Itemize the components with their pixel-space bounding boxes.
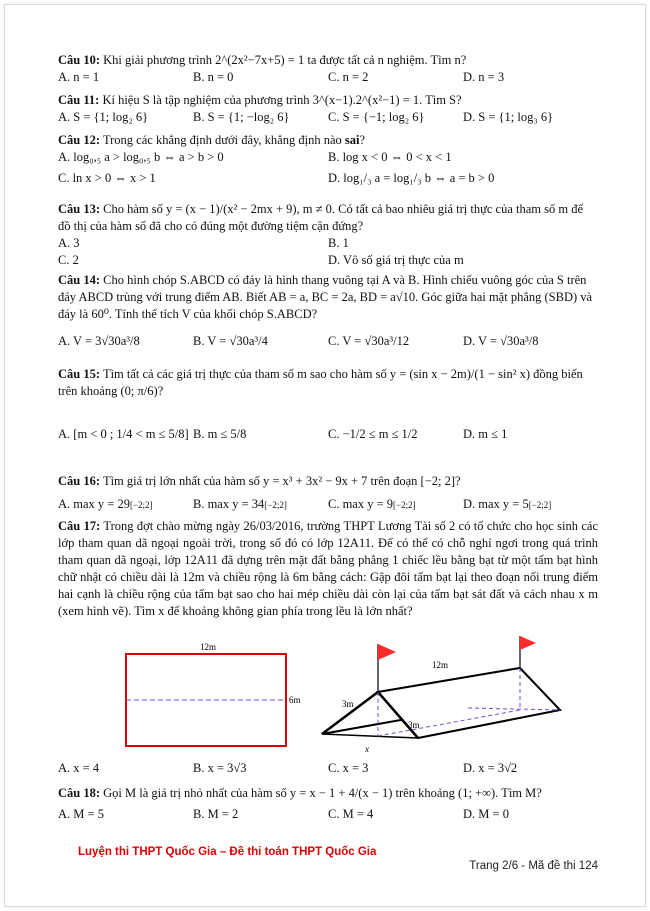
tarp-width-label: 6m — [289, 695, 301, 705]
q11-option-b[interactable]: B. S = {1; −log₂ 6} — [193, 110, 290, 124]
tarp-length-label: 12m — [200, 642, 217, 652]
q16-option-d[interactable]: D. max y = 5[−2;2] — [463, 497, 552, 511]
q18-option-c[interactable]: C. M = 4 — [328, 807, 374, 821]
q15-option-c[interactable]: C. −1/2 ≤ m ≤ 1/2 — [328, 427, 418, 441]
q12-option-d[interactable]: D. log₁/₃ a = log₁/₃ b ⇔ a = b > 0 — [328, 171, 495, 185]
tent-side2-label: 3m — [408, 720, 420, 730]
q15-option-b[interactable]: B. m ≤ 5/8 — [193, 427, 247, 441]
tent-x-label: x — [365, 744, 369, 754]
q13-options-row2 — [58, 252, 598, 269]
q10-options — [58, 69, 598, 86]
tent-length-label: 12m — [432, 660, 449, 670]
q15-option-d[interactable]: D. m ≤ 1 — [463, 427, 508, 441]
q16-option-b[interactable]: B. max y = 34[−2;2] — [193, 497, 287, 511]
q13-option-a[interactable]: A. 3 — [58, 236, 80, 250]
q12-option-c[interactable]: C. ln x > 0 ⇔ x > 1 — [58, 171, 156, 185]
exam-page — [58, 40, 598, 620]
question-12: Câu 12: Trong các khẳng định dưới đây, khẳng định nào sai? — [58, 133, 366, 147]
q14-option-c[interactable]: C. V = √30a³/12 — [328, 334, 410, 348]
q10-option-b[interactable]: B. n = 0 — [193, 70, 234, 84]
q17-option-b[interactable]: B. x = 3√3 — [193, 761, 247, 775]
q17-options — [58, 760, 598, 777]
q11-options — [58, 109, 598, 126]
q13-option-b[interactable]: B. 1 — [328, 236, 349, 250]
q12-option-b[interactable]: B. log x < 0 ⇔ 0 < x < 1 — [328, 150, 452, 164]
question-17: Câu 17: Trong đợt chào mừng ngày 26/03/2016, trường THPT Lương Tài số 2 có tổ chức cho học sinh các lớp tham quan dã ngoại ngoài trời, trong số đó có lớp 12A11. Để có thể có chỗ nghỉ ngơi trong quá trình tham quan dã ngoại, lớp 12A11 đã dựng trên mặt đất bằng phẳng 1 chiếc lều bằng bạt từ một tấm bạt hình chữ nhật có chiều dài là 12m và chiều rộng là 6m bằng cách: Gập đôi tấm bạt lại theo đoạn nối trung điểm hai cạnh là chiều rộng của tấm bạt sao cho hai mép chiều dài còn lại của tấm bạt sát đất và cách nhau x m (xem hình vẽ). Tìm x để khoảng không gian phía trong lều là lớn nhất? — [58, 519, 598, 618]
q17-figures — [60, 634, 600, 756]
q17-option-a[interactable]: A. x = 4 — [58, 761, 100, 775]
q18-option-b[interactable]: B. M = 2 — [193, 807, 239, 821]
q14-option-d[interactable]: D. V = √30a³/8 — [463, 334, 539, 348]
q16-options — [58, 496, 598, 514]
q14-option-b[interactable]: B. V = √30a³/4 — [193, 334, 268, 348]
q13-options-row1 — [58, 235, 598, 252]
q17-option-d[interactable]: D. x = 3√2 — [463, 761, 518, 775]
question-13: Câu 13: Cho hàm số y = (x − 1)/(x² − 2mx + 9), m ≠ 0. Có tất cả bao nhiêu giá trị thực của tham số m để đồ thị của hàm số đã cho có đúng một đường tiệm cận đứng? — [58, 202, 584, 233]
q10-option-c[interactable]: C. n = 2 — [328, 70, 369, 84]
flag-front-icon — [378, 644, 396, 660]
footer-title: Luyện thi THPT Quốc Gia – Đề thi toán THPT Quốc Gia — [78, 846, 377, 858]
q17-figure-svg — [60, 634, 600, 756]
q13-option-d[interactable]: D. Vô số giá trị thực của m — [328, 253, 464, 267]
question-10: Câu 10: Khi giải phương trình 2^(2x²−7x+5) = 1 ta được tất cả n nghiệm. Tìm n? — [58, 53, 467, 67]
q17-q18-block — [58, 760, 598, 823]
flag-back-icon — [520, 636, 536, 650]
tent-right-panel — [378, 668, 560, 738]
tent-drawing — [322, 636, 560, 754]
q12-option-a[interactable]: A. log₀,₅ a > log₀,₅ b ⇔ a > b > 0 — [58, 150, 224, 164]
q12-options-row1 — [58, 149, 598, 166]
question-18: Câu 18: Gọi M là giá trị nhỏ nhất của hàm số y = x − 1 + 4/(x − 1) trên khoảng (1; +∞). Tìm M? — [58, 786, 542, 800]
question-16: Câu 16: Tìm giá trị lớn nhất của hàm số y = x³ + 3x² − 9x + 7 trên đoạn [−2; 2]? — [58, 474, 461, 488]
q14-option-a[interactable]: A. V = 3√30a³/8 — [58, 334, 140, 348]
q18-option-d[interactable]: D. M = 0 — [463, 807, 509, 821]
footer-page-number: Trang 2/6 - Mã đề thi 124 — [469, 860, 598, 872]
question-15: Câu 15: Tìm tất cả các giá trị thực của tham số m sao cho hàm số y = (sin x − 2m)/(1 − sin² x) đồng biến trên khoảng (0; π/6)? — [58, 367, 583, 398]
q15-option-a[interactable]: A. [m < 0 ; 1/4 < m ≤ 5/8] — [58, 427, 189, 441]
question-11: Câu 11: Kí hiệu S là tập nghiệm của phương trình 3^(x−1).2^(x²−1) = 1. Tìm S? — [58, 93, 462, 107]
q18-option-a[interactable]: A. M = 5 — [58, 807, 104, 821]
question-14: Câu 14: Cho hình chóp S.ABCD có đáy là hình thang vuông tại A và B. Hình chiếu vuông góc của S trên đáy ABCD trùng với trung điểm AB. Biết AB = a, BC = 2a, BD = a√10. Góc giữa hai mặt phẳng (SBD) và đáy là 60⁰. Tính thể tích V của khối chóp S.ABCD? — [58, 273, 593, 321]
q16-option-a[interactable]: A. max y = 29[−2;2] — [58, 497, 153, 511]
q10-option-a[interactable]: A. n = 1 — [58, 70, 100, 84]
q12-options-row2 — [58, 170, 598, 187]
q14-options — [58, 333, 598, 350]
q17-option-c[interactable]: C. x = 3 — [328, 761, 369, 775]
q15-options — [58, 426, 598, 443]
q10-option-d[interactable]: D. n = 3 — [463, 70, 505, 84]
tent-side1-label: 3m — [342, 699, 354, 709]
q18-options — [58, 806, 598, 823]
q11-option-d[interactable]: D. S = {1; log₃ 6} — [463, 110, 554, 124]
q11-option-c[interactable]: C. S = {−1; log₂ 6} — [328, 110, 425, 124]
q11-option-a[interactable]: A. S = {1; log₂ 6} — [58, 110, 149, 124]
q16-option-c[interactable]: C. max y = 9[−2;2] — [328, 497, 416, 511]
q13-option-c[interactable]: C. 2 — [58, 253, 79, 267]
